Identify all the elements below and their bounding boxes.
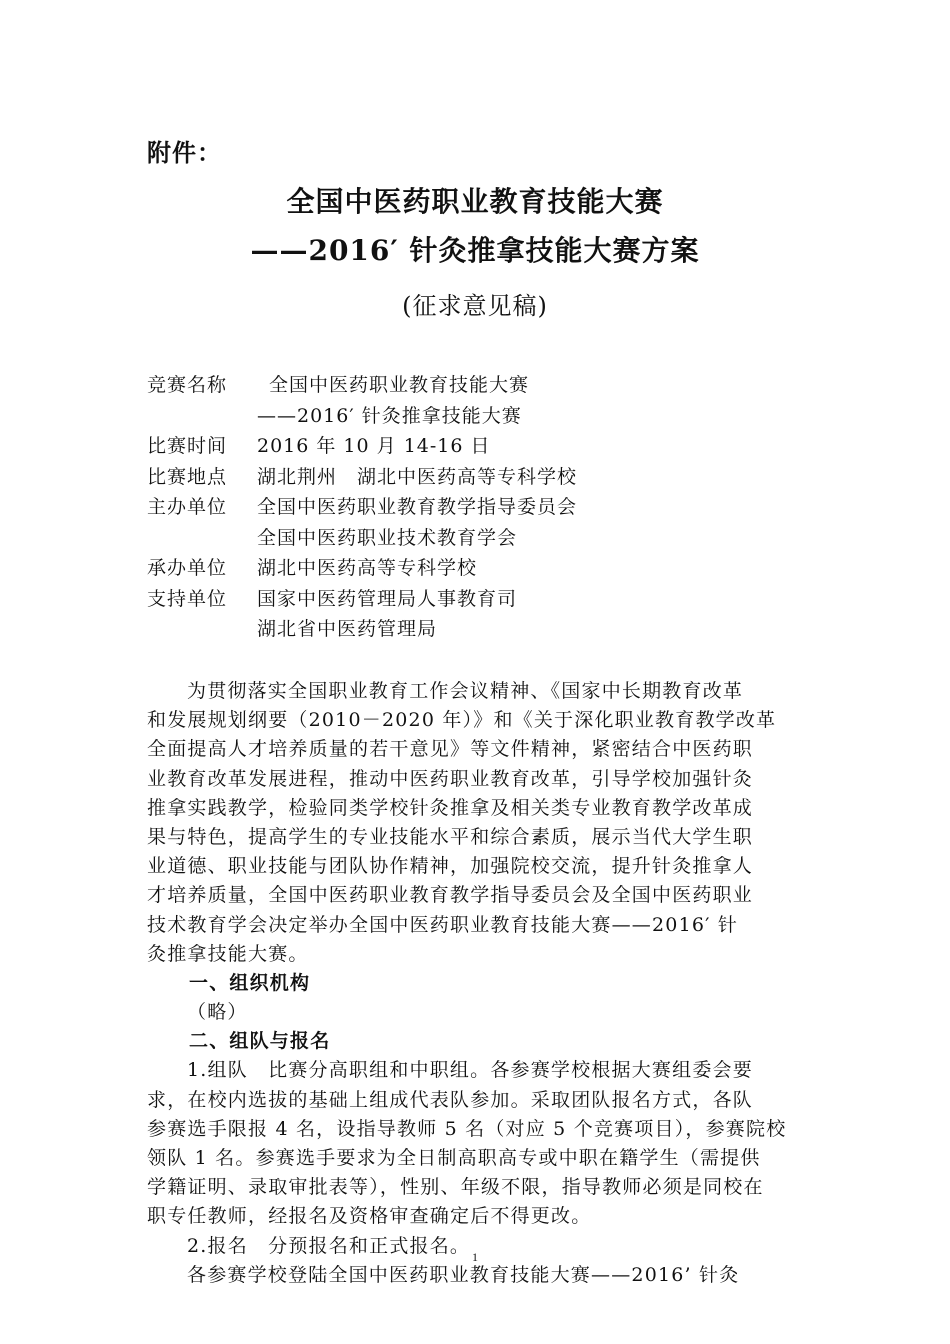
info-key <box>147 614 257 645</box>
info-key: 主办单位 <box>147 496 228 518</box>
paragraph-line: 2.报名 分预报名和正式报名。 <box>187 1234 471 1257</box>
paragraph-line: 灸推拿技能大赛。 <box>147 942 309 965</box>
paragraph-line: 技术教育学会决定举办全国中医药职业教育技能大赛——2016′ 针 <box>147 913 739 936</box>
attachment-label: 附件： <box>147 139 222 167</box>
info-value: 全国中医药职业教育教学指导委员会 <box>257 496 578 518</box>
paragraph-line: 才培养质量，全国中医药职业教育教学指导委员会及全国中医药职业 <box>147 884 754 907</box>
paragraph-line: 求，在校内选拔的基础上组成代表队参加。采取团队报名方式，各队 <box>147 1088 754 1111</box>
info-key <box>147 401 257 432</box>
paragraph-line: 和发展规划纲要（2010－2020 年）》和《关于深化职业教育教学改革 <box>147 709 777 732</box>
info-row-supporter <box>147 584 577 615</box>
page-number: 1 <box>472 1250 478 1264</box>
paragraph-line: 1.组队 比赛分高职组和中职组。各参赛学校根据大赛组委会要 <box>187 1059 753 1082</box>
competition-info <box>147 370 577 645</box>
info-key: 承办单位 <box>147 557 228 579</box>
info-value: ——2016′ 针灸推拿技能大赛 <box>257 404 522 427</box>
section-heading-organization: 一、组织机构 <box>189 971 311 994</box>
paragraph-line: 学籍证明、录取审批表等），性别、年级不限，指导教师必须是同校在 <box>147 1176 764 1199</box>
paragraph-line: 职专任教师，经报名及资格审查确定后不得更改。 <box>147 1205 592 1228</box>
paragraph-line: 果与特色，提高学生的专业技能水平和综合素质，展示当代大学生职 <box>147 825 754 848</box>
paragraph-line: 业教育改革发展进程，推动中医药职业教育改革，引导学校加强针灸 <box>147 767 754 790</box>
info-key: 竞赛名称 <box>147 374 228 396</box>
section-content: （略） <box>187 1001 248 1024</box>
body-text <box>147 677 809 1290</box>
document-title: 全国中医药职业教育技能大赛 <box>286 185 664 218</box>
info-row-supporter-continued <box>147 614 577 645</box>
info-row-time <box>147 431 577 462</box>
paragraph-line: 领队 1 名。参赛选手要求为全日制高职高专或中职在籍学生（需提供 <box>147 1147 761 1169</box>
info-row-host <box>147 553 577 584</box>
info-value: 国家中医药管理局人事教育司 <box>257 587 518 610</box>
info-row-organizer-continued <box>147 523 577 554</box>
info-value: 湖北省中医药管理局 <box>257 618 438 640</box>
info-row-organizer <box>147 492 577 523</box>
info-key: 比赛地点 <box>147 465 228 488</box>
info-value: 湖北中医药高等专科学校 <box>257 557 478 579</box>
info-row-location <box>147 462 577 493</box>
paragraph-line: 业道德、职业技能与团队协作精神，加强院校交流，提升针灸推拿人 <box>147 855 754 878</box>
info-key: 支持单位 <box>147 587 228 610</box>
info-value: 全国中医药职业教育技能大赛 <box>269 374 530 396</box>
paragraph-line: 全面提高人才培养质量的若干意见》等文件精神，紧密结合中医药职 <box>147 738 754 761</box>
paragraph-line: 参赛选手限报 4 名，设指导教师 5 名（对应 5 个竞赛项目），参赛院校 <box>147 1117 787 1140</box>
info-row-name <box>147 370 577 401</box>
section-heading-teams: 二、组队与报名 <box>189 1030 331 1053</box>
info-value: 2016 年 10 月 14-16 日 <box>257 435 491 457</box>
document-subtitle-line: ——2016′ 针灸推拿技能大赛方案 <box>250 234 700 267</box>
info-value: 湖北荆州 湖北中医药高等专科学校 <box>257 465 578 488</box>
paragraph-line: 各参赛学校登陆全国中医药职业教育技能大赛——2016’ 针灸 <box>187 1263 740 1286</box>
info-key <box>147 523 257 554</box>
paragraph-line: 推拿实践教学，检验同类学校针灸推拿及相关类专业教育教学改革成 <box>147 796 754 819</box>
info-value: 全国中医药职业技术教育学会 <box>257 526 518 549</box>
info-row-name-continued <box>147 401 577 432</box>
paragraph-line: 为贯彻落实全国职业教育工作会议精神、《国家中长期教育改革 <box>187 680 744 702</box>
info-key: 比赛时间 <box>147 435 228 457</box>
draft-note: (征求意见稿) <box>402 292 548 320</box>
